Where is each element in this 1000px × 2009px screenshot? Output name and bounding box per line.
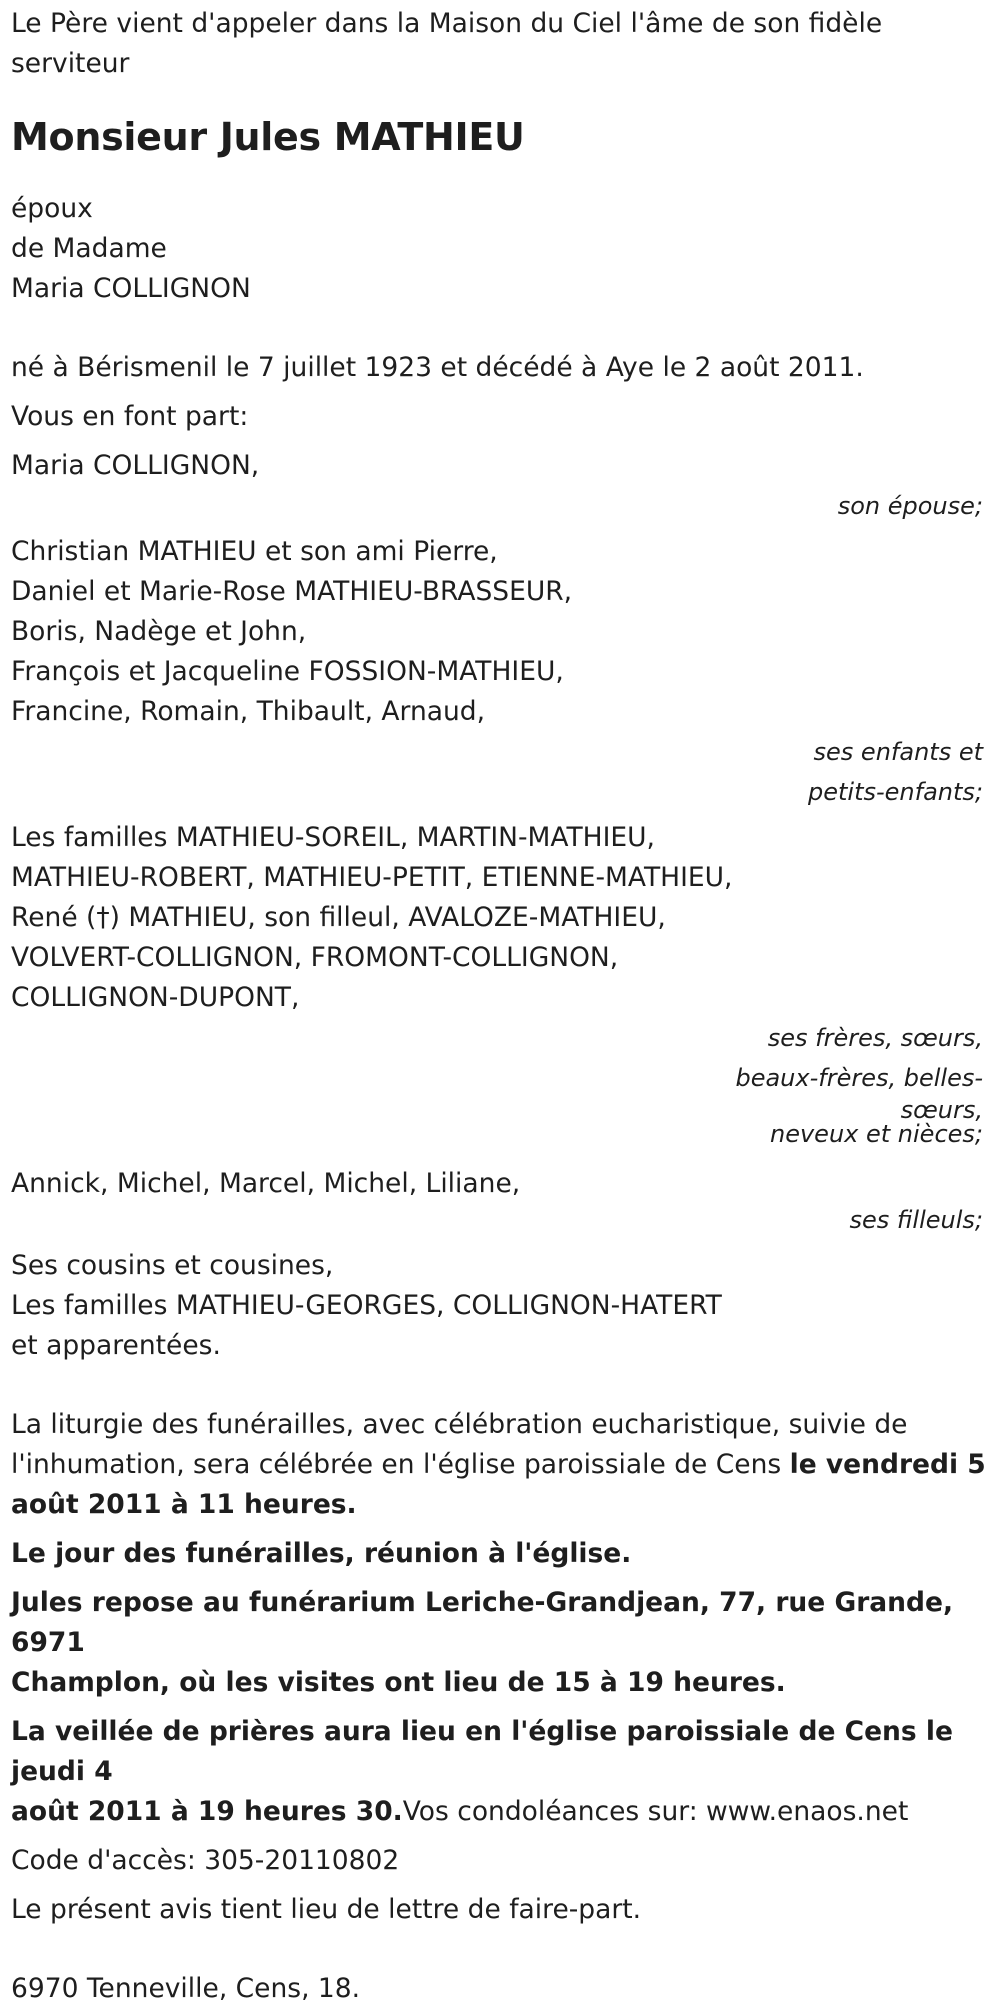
relation-line: petits-enfants; [808, 778, 983, 806]
spouse-line-2: de Madame [11, 233, 167, 264]
group-name-line: Maria COLLIGNON, [11, 450, 260, 481]
spouse-line-1: époux [11, 193, 93, 224]
funeral-line-2 [11, 1445, 989, 1485]
group-name-line: Les familles MATHIEU-SOREIL, MARTIN-MATHIEU, [11, 822, 655, 853]
vigil-line-2 [11, 1792, 989, 1832]
group-name-line: VOLVERT-COLLIGNON, FROMONT-COLLIGNON, [11, 942, 619, 973]
vigil-line-1: La veillée de prières aura lieu en l'église paroissiale de Cens le jeudi 4 [11, 1716, 953, 1787]
intro-text [11, 0, 989, 84]
birth-death-text: né à Bérismenil le 7 juillet 1923 et décédé à Aye le 2 août 2011. [11, 352, 864, 383]
vigil-text [11, 1712, 989, 1832]
address-text: 6970 Tenneville, Cens, 18. [11, 1973, 361, 2004]
repose-text [11, 1583, 989, 1703]
deceased-name: Monsieur Jules MATHIEU [11, 115, 525, 159]
relation-line: son épouse; [837, 492, 983, 520]
notice-text: Le présent avis tient lieu de lettre de faire-part. [11, 1894, 642, 1925]
repose-line-2: Champlon, où les visites ont lieu de 15 à 19 heures. [11, 1667, 786, 1698]
group-name-line: François et Jacqueline FOSSION-MATHIEU, [11, 656, 564, 687]
group-relation [11, 1018, 989, 1146]
group-epouse [11, 446, 989, 526]
vigil-date-bold: août 2011 à 19 heures 30. [11, 1796, 403, 1827]
condolences-text: Vos condoléances sur: www.enaos.net [402, 1796, 909, 1827]
group-name-line: COLLIGNON-DUPONT, [11, 982, 300, 1013]
group-familles [11, 818, 989, 1146]
relation-line: beaux-frères, belles- [735, 1064, 983, 1092]
group-name-line: Daniel et Marie-Rose MATHIEU-BRASSEUR, [11, 576, 573, 607]
group-name-line: et apparentées. [11, 1330, 221, 1361]
funeral-line-2-regular: l'inhumation, sera célébrée en l'église paroissiale de Cens [11, 1449, 790, 1480]
group-enfants [11, 532, 989, 812]
relation-line: neveux et nièces; [770, 1120, 983, 1148]
group-relation [11, 732, 989, 812]
spouse-block [11, 189, 989, 309]
intro-line-1: Le Père vient d'appeler dans la Maison du Ciel l'âme de son fidèle [11, 8, 883, 39]
meeting-text: Le jour des funérailles, réunion à l'église. [11, 1538, 632, 1569]
group-name-line: Christian MATHIEU et son ami Pierre, [11, 536, 498, 567]
group-name-line: Les familles MATHIEU-GEORGES, COLLIGNON-HATERT [11, 1290, 722, 1321]
funeral-line-3: août 2011 à 11 heures. [11, 1489, 357, 1520]
funeral-date-bold: le vendredi 5 [789, 1449, 986, 1480]
group-relation [11, 486, 989, 526]
funeral-text [11, 1405, 989, 1525]
group-name-line: Francine, Romain, Thibault, Arnaud, [11, 696, 486, 727]
group-relation [11, 1200, 989, 1240]
access-code: Code d'accès: 305-20110802 [11, 1845, 400, 1876]
group-name-line: MATHIEU-ROBERT, MATHIEU-PETIT, ETIENNE-MATHIEU, [11, 862, 733, 893]
announce-text: Vous en font part: [11, 401, 249, 432]
repose-line-1: Jules repose au funérarium Leriche-Grandjean, 77, rue Grande, 6971 [11, 1587, 954, 1658]
group-name-line: Annick, Michel, Marcel, Michel, Liliane, [11, 1168, 521, 1199]
group-name-line: Boris, Nadège et John, [11, 616, 307, 647]
group-name-line: Ses cousins et cousines, [11, 1250, 334, 1281]
relation-line: ses filleuls; [849, 1206, 983, 1234]
intro-line-2: serviteur [11, 48, 130, 79]
funeral-line-1: La liturgie des funérailles, avec célébration eucharistique, suivie de [11, 1409, 908, 1440]
group-cousins [11, 1246, 989, 1366]
relation-line: ses frères, sœurs, [767, 1024, 983, 1052]
relation-line: ses enfants et [813, 738, 983, 766]
group-filleuls [11, 1164, 989, 1240]
relation-line: sœurs, [900, 1096, 983, 1124]
spouse-line-3: Maria COLLIGNON [11, 273, 251, 304]
group-name-line: René (†) MATHIEU, son filleul, AVALOZE-MATHIEU, [11, 902, 666, 933]
